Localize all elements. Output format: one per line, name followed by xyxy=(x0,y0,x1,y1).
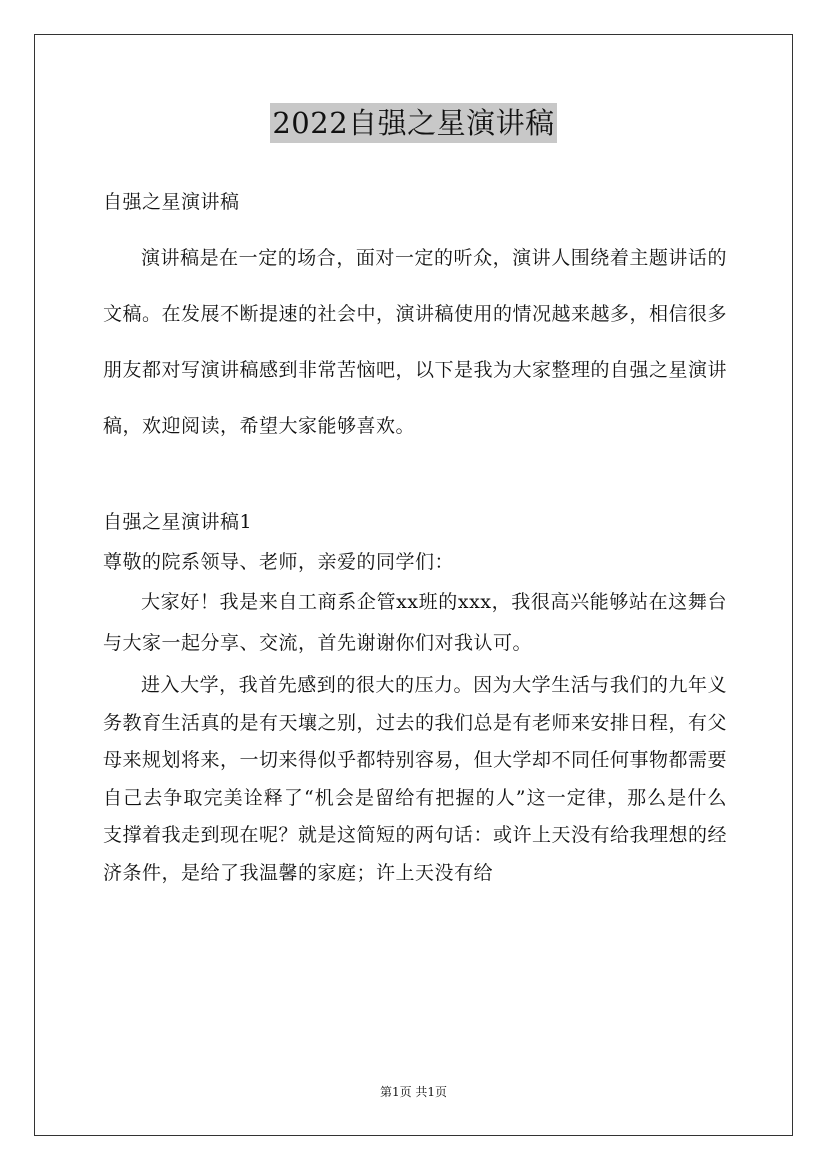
document-subtitle: 自强之星演讲稿 xyxy=(103,191,240,213)
salutation: 尊敬的院系领导、老师，亲爱的同学们： xyxy=(103,551,455,573)
document-title xyxy=(0,103,827,143)
section-heading: 自强之星演讲稿1 xyxy=(103,511,253,533)
intro-paragraph: 演讲稿是在一定的场合，面对一定的听众，演讲人围绕着主题讲话的文稿。在发展不断提速的社会中，演讲稿使用的情况越来越多，相信很多朋友都对写演讲稿感到非常苦恼吧，以下是我为大家整理的自强之星演讲稿，欢迎阅读，希望大家能够喜欢。 xyxy=(103,247,728,437)
body-paragraph-1: 大家好！我是来自工商系企管xx班的xxx，我很高兴能够站在这舞台与大家一起分享、交流，首先谢谢你们对我认可。 xyxy=(103,591,727,654)
document-title-text: 2022自强之星演讲稿 xyxy=(270,103,556,143)
document-body xyxy=(103,174,727,892)
page-footer: 第1页 共1页 xyxy=(379,1085,448,1099)
section-spacer xyxy=(103,454,727,502)
body-paragraph-2: 进入大学，我首先感到的很大的压力。因为大学生活与我们的九年义务教育生活真的是有天壤之别，过去的我们总是有老师来安排日程，有父母来规划将来，一切来得似乎都特别容易，但大学却不同任何事物都需要自己去争取完美诠释了“机会是留给有把握的人”这一定律，那么是什么支撑着我走到现在呢？就是这简短的两句话：或许上天没有给我理想的经济条件，是给了我温馨的家庭；许上天没有给 xyxy=(103,674,728,884)
